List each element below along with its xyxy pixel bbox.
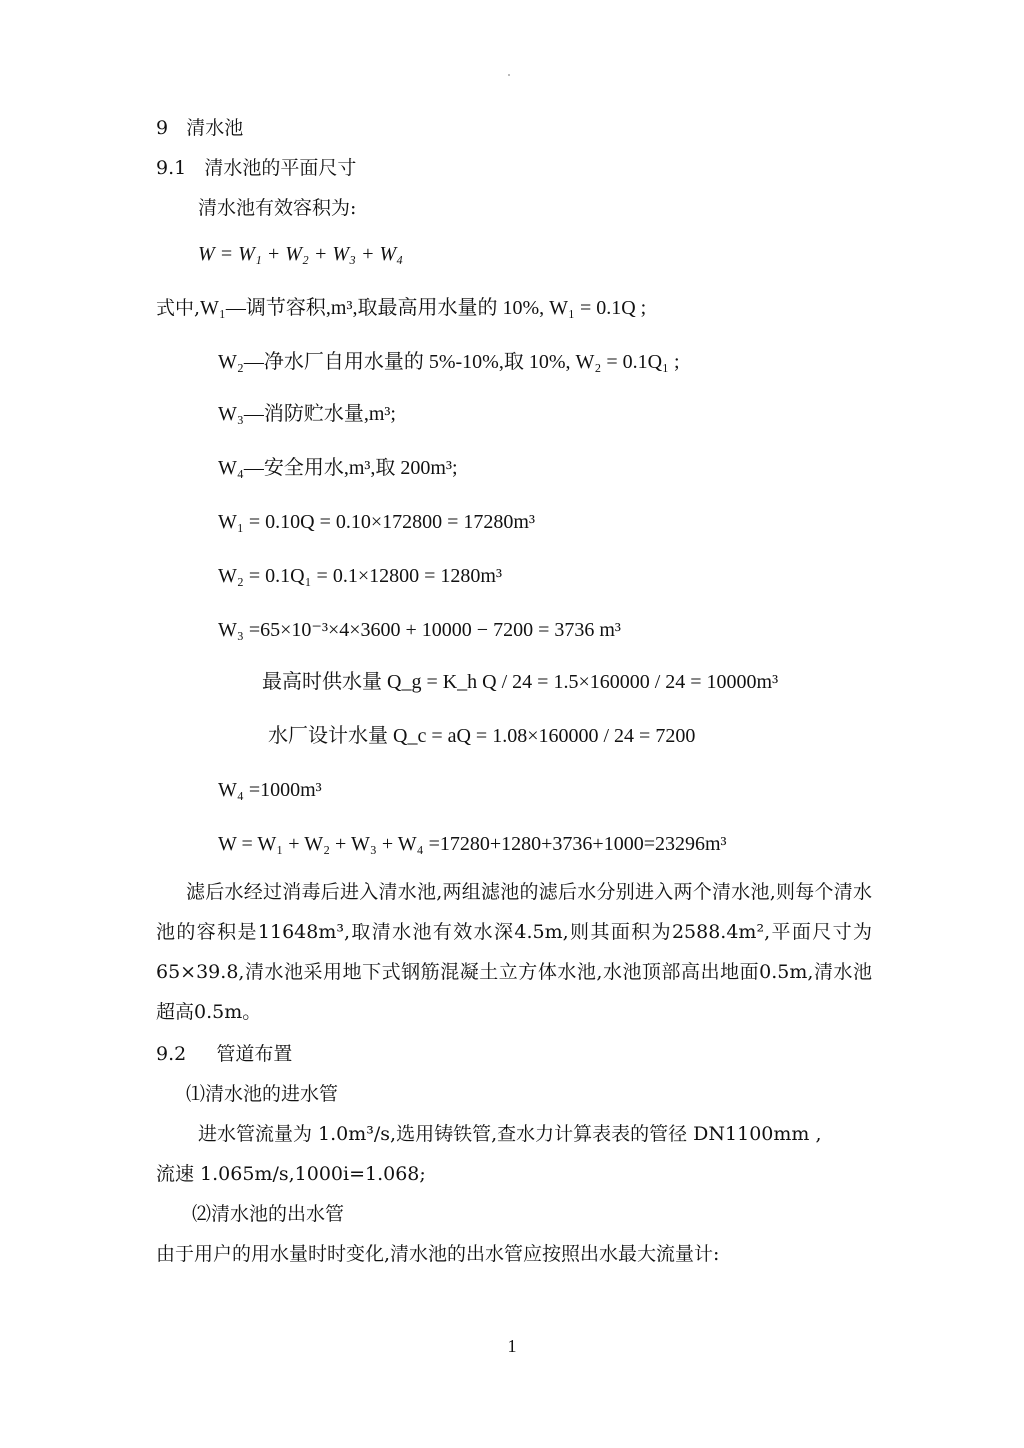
calc-qc: 水厂设计水量 Q_c = aQ = 1.08×160000 / 24 = 7200 <box>268 725 696 747</box>
item-2-title: ⑵清水池的出水管 <box>192 1203 345 1225</box>
section-9-2-heading: 9.2 管道布置 <box>156 1043 293 1065</box>
calc-w1: W₁ = 0.10Q = 0.10×172800 = 17280m³ <box>218 511 535 533</box>
calc-w4: W₄ =1000m³ <box>218 779 322 801</box>
calc-w3: W₃ =65×10⁻³×4×3600 + 10000 − 7200 = 3736 m³ <box>218 619 621 641</box>
definitions-prefix: 式中,W₁—调节容积,m³,取最高用水量的 10%, W₁ = 0.1Q ; <box>156 297 647 319</box>
definition-w4: W₄—安全用水,m³,取 200m³; <box>218 457 458 479</box>
intro-line: 清水池有效容积为: <box>198 197 357 219</box>
definition-w2: W₂—净水厂自用水量的 5%-10%,取 10%, W₂ = 0.1Q₁ ; <box>218 351 680 373</box>
item-1-title: ⑴清水池的进水管 <box>186 1083 339 1105</box>
definition-w3: W₃—消防贮水量,m³; <box>218 403 396 425</box>
paragraph-clearwell-description: 滤后水经过消毒后进入清水池,两组滤池的滤后水分别进入两个清水池,则每个清水池的容积是11648m³,取清水池有效水深4.5m,则其面积为2588.4m²,平面尺寸为65×39.8,清水池采用地下式钢筋混凝土立方体水池,水池顶部高出地面0.5m,清水池超高0.5m。 <box>156 881 872 1023</box>
item-1-text-line-2: 流速 1.065m/s,1000i=1.068; <box>156 1163 426 1185</box>
page-number: 1 <box>507 1336 517 1356</box>
section-9-1-heading: 9.1 清水池的平面尺寸 <box>156 157 357 179</box>
item-2-text: 由于用户的用水量时时变化,清水池的出水管应按照出水最大流量计: <box>156 1243 720 1265</box>
calc-w2: W₂ = 0.1Q₁ = 0.1×12800 = 1280m³ <box>218 565 502 587</box>
equation-main: W = W₁ + W₂ + W₃ + W₄ <box>198 243 404 265</box>
scan-speck <box>508 74 510 76</box>
section-9-heading: 9 清水池 <box>156 117 244 139</box>
calc-total: W = W₁ + W₂ + W₃ + W₄ =17280+1280+3736+1000=23296m³ <box>218 833 727 855</box>
item-1-text-line-1: 进水管流量为 1.0m³/s,选用铸铁管,查水力计算表表的管径 DN1100mm , <box>198 1123 822 1145</box>
calc-qg: 最高时供水量 Q_g = K_h Q / 24 = 1.5×160000 / 24 = 10000m³ <box>262 671 779 693</box>
